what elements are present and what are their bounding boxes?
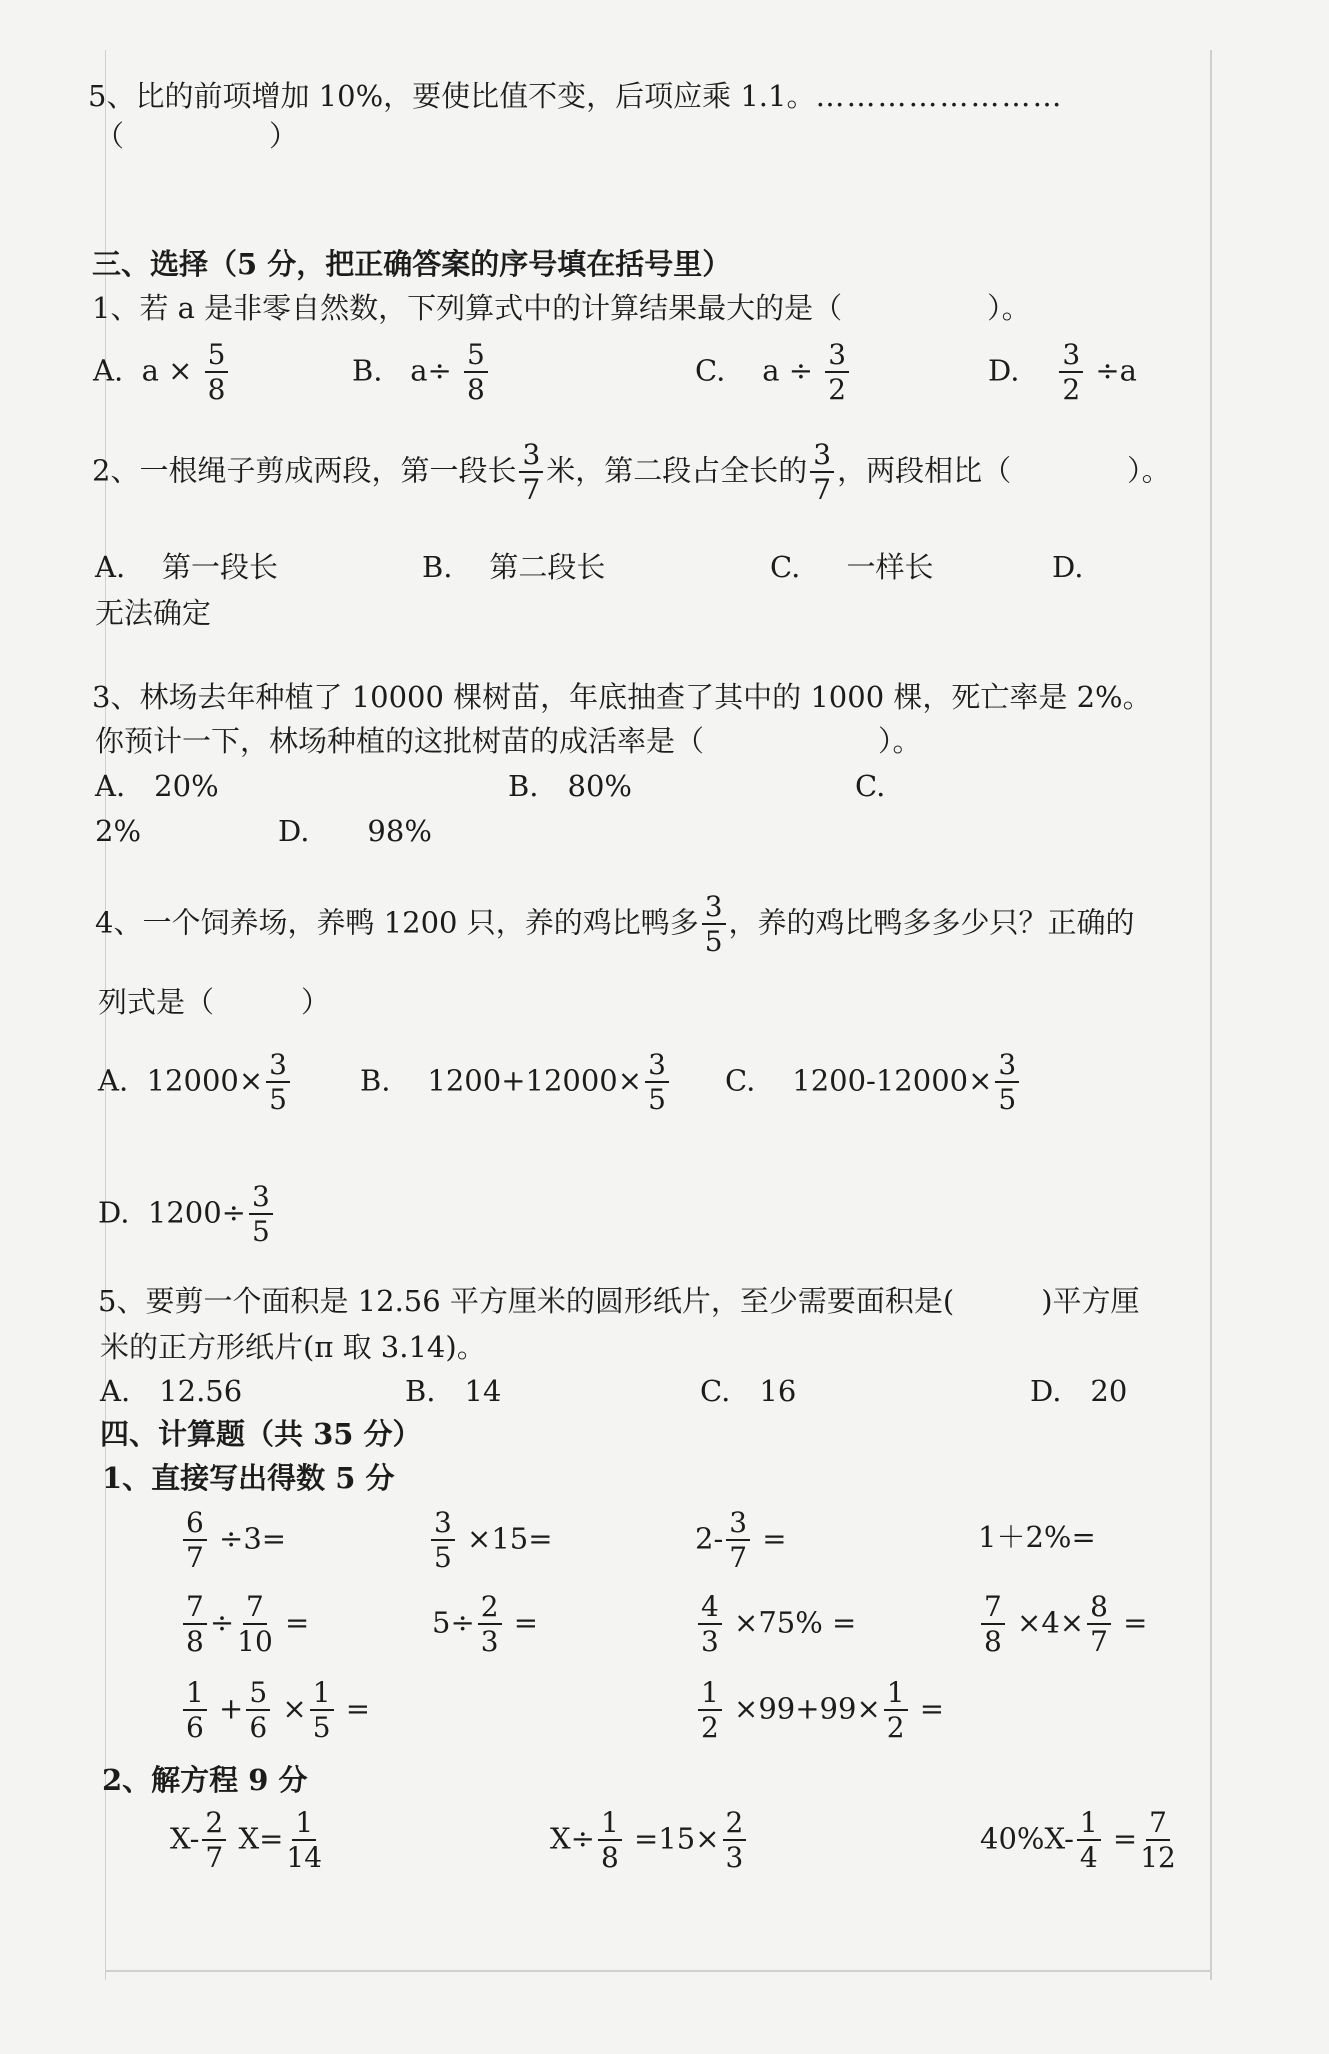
calc-r2-c3: $\frac{4}{3}$ ×75% = xyxy=(695,1592,856,1657)
calc-r1-c2: $\frac{3}{5}$ ×15= xyxy=(428,1508,553,1573)
calc-r1-c3: 2- $\frac{3}{7}$ = xyxy=(695,1506,787,1575)
leader-dots: …………………… xyxy=(815,79,1064,113)
q2-option-d-text: 无法确定 xyxy=(95,596,212,630)
answer-paren: （ ） xyxy=(95,119,299,153)
choice-question-3-line2: 你预计一下，林场种植的这批树苗的成活率是（ ）。 xyxy=(95,724,922,758)
q4-option-b: B. 1200+12000× $\frac{3}{5}$ xyxy=(360,1050,672,1115)
judge-question-5 xyxy=(88,79,1064,113)
q1-option-a: A. a × $\frac{5}{8}$ xyxy=(93,340,231,405)
calc-r2-c1: $\frac{7}{8}$ ÷ $\frac{7}{10}$ = xyxy=(180,1592,309,1657)
calc-r2-c2: 5÷ $\frac{2}{3}$ = xyxy=(432,1590,539,1659)
bleed-line xyxy=(105,1970,1210,1972)
q2-option-b: B. 第二段长 xyxy=(422,550,606,584)
q5-option-c: C. 16 xyxy=(700,1374,797,1408)
subsection-solve-equations: 2、解方程 9 分 xyxy=(102,1763,308,1797)
q5-option-a: A. 12.56 xyxy=(100,1374,243,1408)
subsection-direct-results: 1、直接写出得数 5 分 xyxy=(102,1461,395,1495)
q2-option-a: A. 第一段长 xyxy=(95,550,279,584)
equation-1: X- $\frac{2}{7}$ X= $\frac{1}{14}$ xyxy=(170,1806,323,1875)
choice-question-2: 2、一根绳子剪成两段，第一段长 $\frac{3}{7}$ 米，第二段占全长的 $\frac{3}{7}$ ，两段相比（ ）。 xyxy=(92,438,1171,507)
calc-r3-c2: $\frac{1}{2}$ ×99+99× $\frac{1}{2}$ = xyxy=(695,1678,944,1743)
q4-option-a: A. 12000× $\frac{3}{5}$ xyxy=(98,1050,293,1115)
q3-option-c: C. xyxy=(855,769,886,803)
q1-option-b: B. a÷ $\frac{5}{8}$ xyxy=(352,340,491,405)
equation-2: X÷ $\frac{1}{8}$ =15× $\frac{2}{3}$ xyxy=(550,1808,749,1873)
calc-r1-c1: $\frac{6}{7}$ ÷3= xyxy=(180,1508,286,1573)
q2-option-c: C. 一样长 xyxy=(770,550,934,584)
choice-question-4: 4、一个饲养场，养鸭 1200 只，养的鸡比鸭多 $\frac{3}{5}$ ，养的鸡比鸭多多少只？正确的 xyxy=(95,890,1135,959)
q3-option-d: D. 98% xyxy=(278,814,432,848)
q4-option-d: D. 1200÷ $\frac{3}{5}$ xyxy=(98,1182,276,1247)
q4-option-c: C. 1200-12000× $\frac{3}{5}$ xyxy=(725,1050,1022,1115)
q5-option-b: B. 14 xyxy=(405,1374,502,1408)
choice-question-4-line2: 列式是（ ） xyxy=(98,985,331,1019)
q3-option-c-value: 2% xyxy=(95,814,142,848)
q2-option-d: D. xyxy=(1052,550,1084,584)
choice-question-1: 1、若 a 是非零自然数，下列算式中的计算结果最大的是（ ）。 xyxy=(92,291,1031,325)
calc-r3-c1: $\frac{1}{6}$ + $\frac{5}{6}$ × $\frac{1}{5}$ = xyxy=(180,1678,370,1743)
q3-option-b: B. 80% xyxy=(508,769,632,803)
judge-question-5-text: 5、比的前项增加 10%，要使比值不变，后项应乘 1.1。 xyxy=(88,79,816,113)
choice-question-3-line1: 3、林场去年种植了 10000 棵树苗，年底抽查了其中的 1000 棵，死亡率是 2%。 xyxy=(92,680,1152,714)
bleed-line xyxy=(1210,50,1212,1980)
q3-option-a: A. 20% xyxy=(95,769,219,803)
section-heading-calc: 四、计算题（共 35 分） xyxy=(100,1417,422,1451)
section-heading-choice: 三、选择（5 分，把正确答案的序号填在括号里） xyxy=(92,247,732,281)
q1-option-d: D. $\frac{3}{2}$ ÷a xyxy=(988,338,1137,407)
equation-3: 40%X- $\frac{1}{4}$ = $\frac{7}{12}$ xyxy=(980,1806,1176,1875)
calc-r2-c4: $\frac{7}{8}$ ×4× $\frac{8}{7}$ = xyxy=(978,1592,1147,1657)
q5-option-d: D. 20 xyxy=(1030,1374,1128,1408)
calc-r1-c4: 1＋2%= xyxy=(978,1520,1096,1554)
choice-question-5-line1: 5、要剪一个面积是 12.56 平方厘米的圆形纸片，至少需要面积是( )平方厘 xyxy=(98,1284,1140,1318)
q1-option-c: C. a ÷ $\frac{3}{2}$ xyxy=(695,340,852,405)
choice-question-5-line2: 米的正方形纸片(π 取 3.14)。 xyxy=(100,1330,486,1364)
